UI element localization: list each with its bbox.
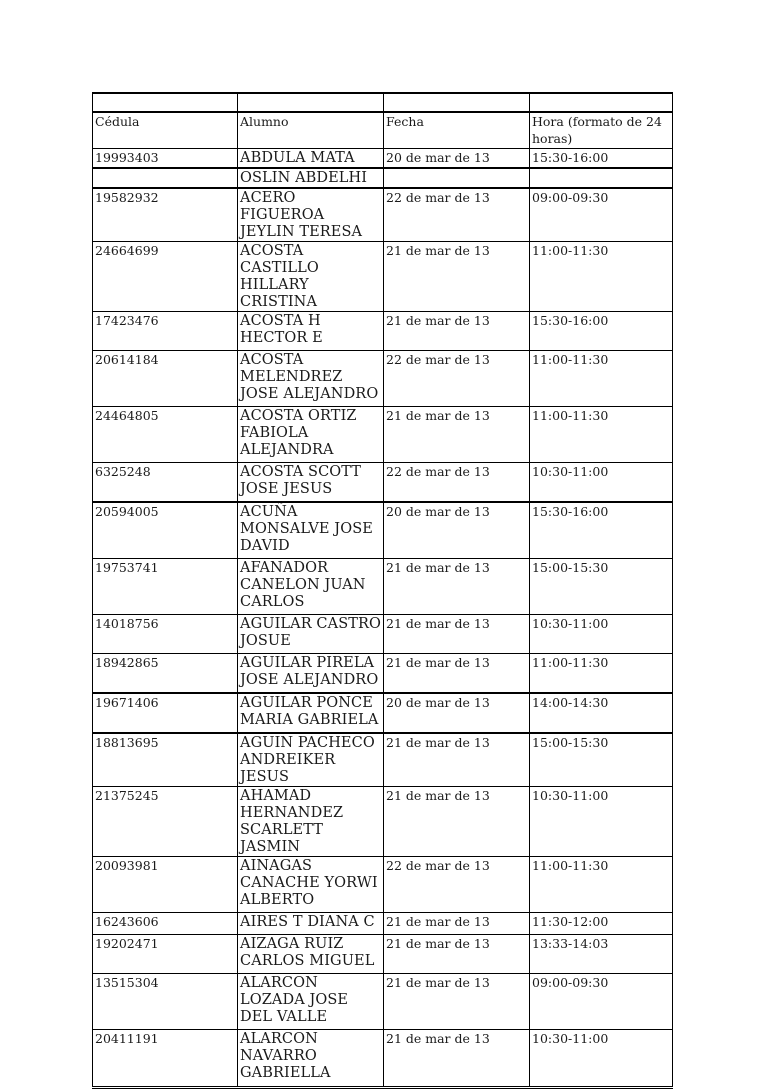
cedula-cell: 20411191 [93,1030,238,1088]
table-row [93,242,673,312]
header-hora: Hora (formato de 24 horas) [530,112,673,149]
cedula-cell: 20594005 [93,502,238,559]
cedula-cell: 13515304 [93,974,238,1030]
cedula-cell: 19671406 [93,693,238,733]
hora-cell: 11:00-11:30 [530,654,673,694]
table-body [93,93,673,1088]
fecha-cell: 21 de mar de 13 [384,1030,530,1088]
fecha-cell: 21 de mar de 13 [384,733,530,787]
table-row [93,615,673,654]
alumno-cell: ALARCON NAVARRO GABRIELLA [238,1030,384,1088]
alumno-cell: ACOSTA ORTIZ FABIOLA ALEJANDRA [238,407,384,463]
alumno-cell: ACOSTA MELENDREZ JOSE ALEJANDRO [238,351,384,407]
hora-cell: 10:30-11:00 [530,463,673,503]
fecha-cell: 22 de mar de 13 [384,857,530,913]
cedula-cell: 6325248 [93,463,238,503]
alumno-cell: AGUILAR PONCE MARIA GABRIELA [238,693,384,733]
hora-cell: 15:00-15:30 [530,559,673,615]
fecha-cell: 22 de mar de 13 [384,463,530,503]
table-row [93,857,673,913]
hora-cell: 15:30-16:00 [530,149,673,169]
table-row [93,974,673,1030]
table-row [93,913,673,935]
cedula-cell: 20093981 [93,857,238,913]
alumno-cell: ABDULA MATA [238,149,384,169]
fecha-cell: 21 de mar de 13 [384,559,530,615]
hora-cell: 10:30-11:00 [530,1030,673,1088]
hora-cell: 09:00-09:30 [530,188,673,242]
alumno-cell: AIZAGA RUIZ CARLOS MIGUEL [238,935,384,974]
table-row [93,693,673,733]
fecha-cell: 21 de mar de 13 [384,242,530,312]
cedula-cell: 20614184 [93,351,238,407]
fecha-cell: 21 de mar de 13 [384,312,530,351]
fecha-cell: 21 de mar de 13 [384,407,530,463]
table-row [93,463,673,503]
fecha-cell: 20 de mar de 13 [384,693,530,733]
hora-cell: 13:33-14:03 [530,935,673,974]
table-row [93,733,673,787]
blank-cell [384,93,530,112]
alumno-cell: AGUIN PACHECO ANDREIKER JESUS [238,733,384,787]
hora-cell: 11:00-11:30 [530,407,673,463]
cedula-cell: 24464805 [93,407,238,463]
alumno-cell: AHAMAD HERNANDEZ SCARLETT JASMIN [238,787,384,857]
blank-cell [530,93,673,112]
alumno-cell: AIRES T DIANA C [238,913,384,935]
hora-cell: 10:30-11:00 [530,615,673,654]
table-row [93,935,673,974]
fecha-cell: 21 de mar de 13 [384,615,530,654]
header-fecha: Fecha [384,112,530,149]
alumno-cell: ACUÑA MONSALVE JOSE DAVID [238,502,384,559]
alumno-cell: OSLIN ABDELHI [238,168,384,188]
table-row [93,559,673,615]
blank-cell [93,93,238,112]
fecha-cell: 21 de mar de 13 [384,787,530,857]
alumno-cell: ACERO FIGUEROA JEYLIN TERESA [238,188,384,242]
alumno-cell: ACOSTA H HECTOR E [238,312,384,351]
cedula-cell: 16243606 [93,913,238,935]
table-row [93,149,673,169]
hora-cell: 11:30-12:00 [530,913,673,935]
table-row [93,312,673,351]
fecha-cell: 22 de mar de 13 [384,351,530,407]
blank-top-row [93,93,673,112]
hora-cell: 11:00-11:30 [530,351,673,407]
alumno-cell: AFANADOR CANELON JUAN CARLOS [238,559,384,615]
hora-cell: 11:00-11:30 [530,242,673,312]
fecha-cell: 21 de mar de 13 [384,935,530,974]
alumno-cell: AINAGAS CANACHE YORWI ALBERTO [238,857,384,913]
header-row [93,112,673,149]
hora-cell: 15:30-16:00 [530,502,673,559]
cedula-cell: 18942865 [93,654,238,694]
hora-cell: 10:30-11:00 [530,787,673,857]
table-row [93,188,673,242]
cedula-cell: 17423476 [93,312,238,351]
hora-cell: 11:00-11:30 [530,857,673,913]
alumno-cell: ACOSTA SCOTT JOSE JESUS [238,463,384,503]
table-row [93,502,673,559]
fecha-cell: 20 de mar de 13 [384,149,530,169]
appointments-table [92,92,673,1089]
table-row [93,1030,673,1088]
hora-cell: 14:00-14:30 [530,693,673,733]
alumno-cell: AGUILAR PIRELA JOSE ALEJANDRO [238,654,384,694]
fecha-cell: 20 de mar de 13 [384,502,530,559]
alumno-cell: ACOSTA CASTILLO HILLARY CRISTINA [238,242,384,312]
header-alumno: Alumno [238,112,384,149]
blank-cell [238,93,384,112]
fecha-cell [384,168,530,188]
table-row [93,168,673,188]
table-row [93,654,673,694]
table-row [93,787,673,857]
hora-cell: 15:30-16:00 [530,312,673,351]
cedula-cell: 21375245 [93,787,238,857]
cedula-cell: 14018756 [93,615,238,654]
hora-cell: 15:00-15:30 [530,733,673,787]
hora-cell: 09:00-09:30 [530,974,673,1030]
cedula-cell [93,168,238,188]
cedula-cell: 19753741 [93,559,238,615]
header-cedula: Cédula [93,112,238,149]
alumno-cell: ALARCON LOZADA JOSE DEL VALLE [238,974,384,1030]
cedula-cell: 19993403 [93,149,238,169]
fecha-cell: 21 de mar de 13 [384,913,530,935]
table-row [93,407,673,463]
cedula-cell: 24664699 [93,242,238,312]
cedula-cell: 19582932 [93,188,238,242]
fecha-cell: 21 de mar de 13 [384,974,530,1030]
fecha-cell: 22 de mar de 13 [384,188,530,242]
alumno-cell: AGUILAR CASTRO JOSUE [238,615,384,654]
hora-cell [530,168,673,188]
cedula-cell: 19202471 [93,935,238,974]
table-row [93,351,673,407]
fecha-cell: 21 de mar de 13 [384,654,530,694]
cedula-cell: 18813695 [93,733,238,787]
